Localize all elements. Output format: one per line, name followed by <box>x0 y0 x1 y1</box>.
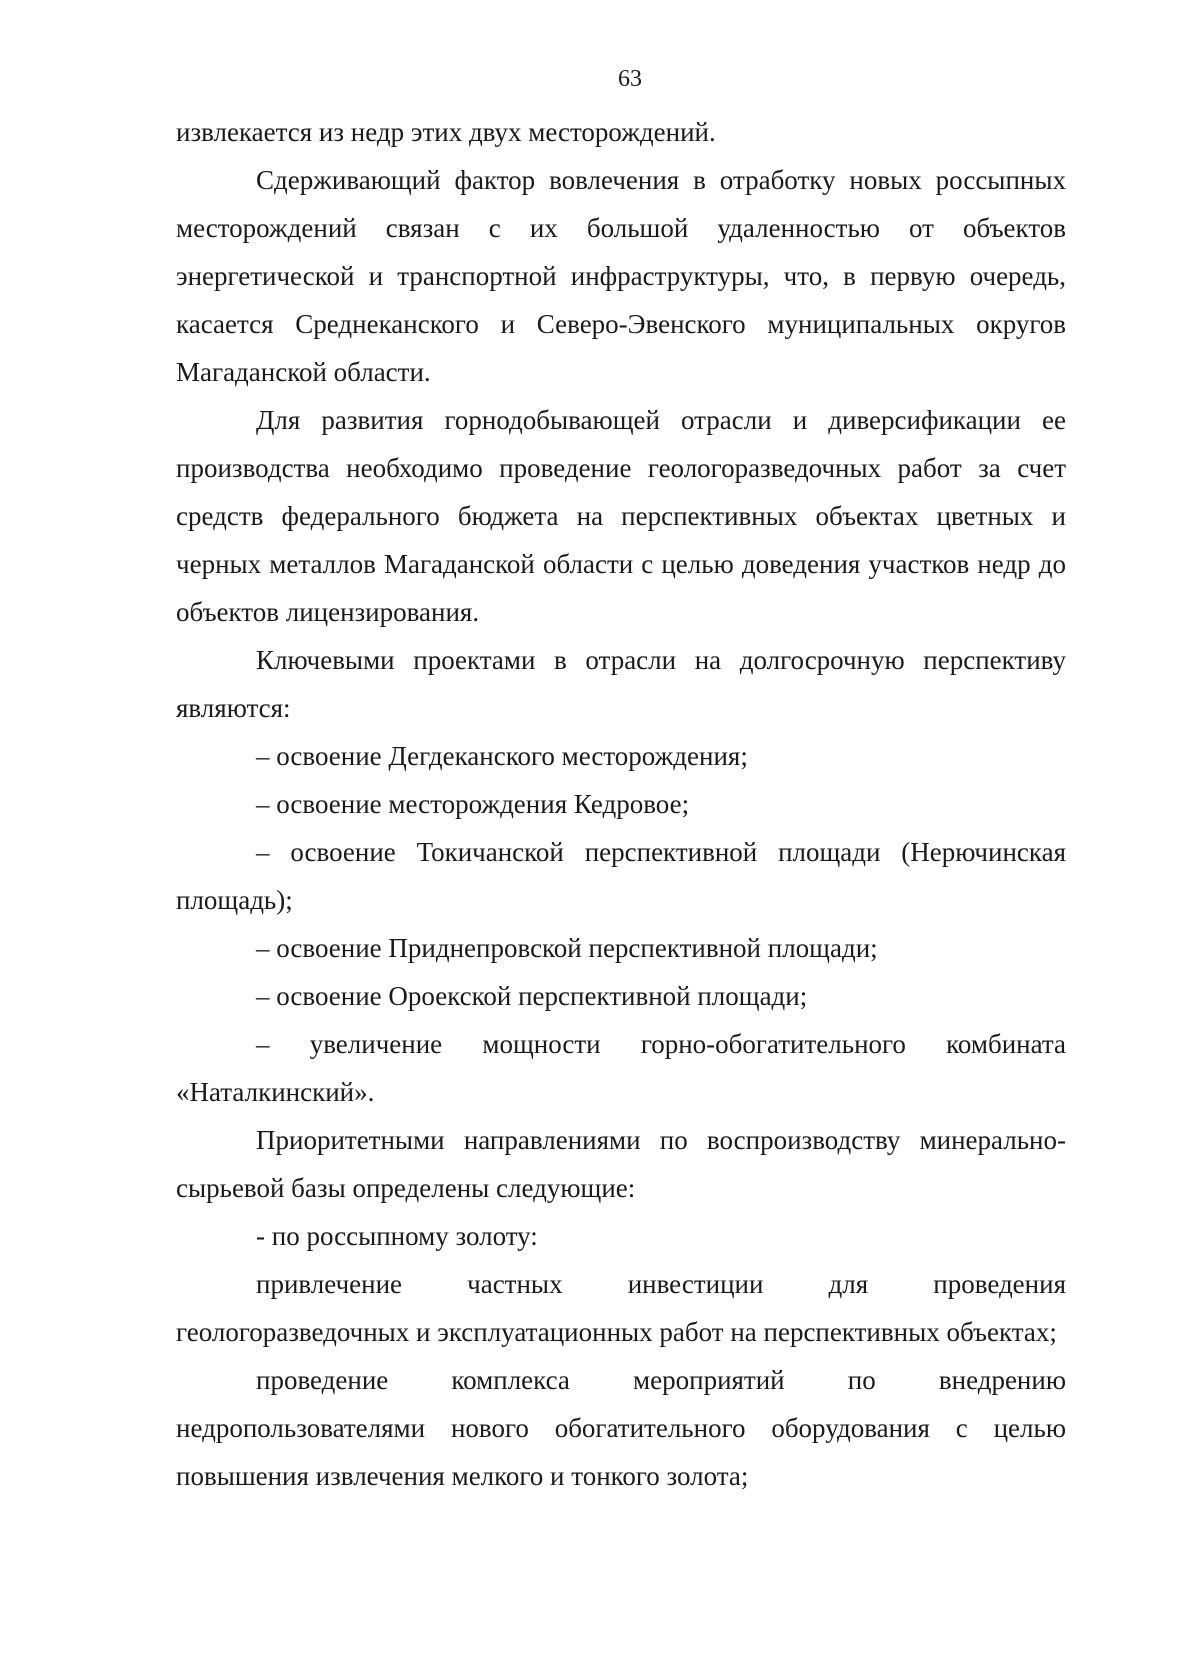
list-item: – освоение Приднепровской перспективной площади; <box>256 933 878 963</box>
paragraph-continuation: извлекается из недр этих двух месторождений. <box>176 117 716 147</box>
list-item: – увеличение мощности горно-обогатительного комбината «Наталкинский». <box>176 1029 1066 1107</box>
paragraph-processing-equipment: проведение комплекса мероприятий по внедрению недропользователями нового обогатительного оборудования с целью повышения извлечения мелкого и тонкого золота; <box>176 1365 1066 1491</box>
list-item: – освоение месторождения Кедровое; <box>256 789 690 819</box>
list-item: – освоение Дегдеканского месторождения; <box>256 741 748 771</box>
paragraph-priority-directions: Приоритетными направлениями по воспроизводству минерально-сырьевой базы определены следующие: <box>176 1125 1066 1203</box>
paragraph-placer-gold: - по россыпному золоту: <box>256 1221 538 1251</box>
key-projects-list <box>176 732 1066 1116</box>
paragraph-mining-development: Для развития горнодобывающей отрасли и диверсификации ее производства необходимо проведение геологоразведочных работ за счет средств федерального бюджета на перспективных объектах цветных и черных металлов Магаданской области с целью доведения участков недр до объектов лицензирования. <box>176 405 1066 627</box>
paragraph-private-investment: привлечение частных инвестиции для проведения геологоразведочных и эксплуатационных работ на перспективных объектах; <box>176 1269 1066 1347</box>
document-body <box>176 108 1066 1500</box>
list-item: – освоение Ороекской перспективной площади; <box>256 981 808 1011</box>
paragraph-key-projects: Ключевыми проектами в отрасли на долгосрочную перспективу являются: <box>176 645 1066 723</box>
list-item: – освоение Токичанской перспективной площади (Нерючинская площадь); <box>176 837 1066 915</box>
page-number: 63 <box>618 66 642 92</box>
paragraph-constraining-factor: Сдерживающий фактор вовлечения в отработку новых россыпных месторождений связан с их большой удаленностью от объектов энергетической и транспортной инфраструктуры, что, в первую очередь, касается Среднеканского и Северо-Эвенского муниципальных округов Магаданской области. <box>176 165 1066 387</box>
